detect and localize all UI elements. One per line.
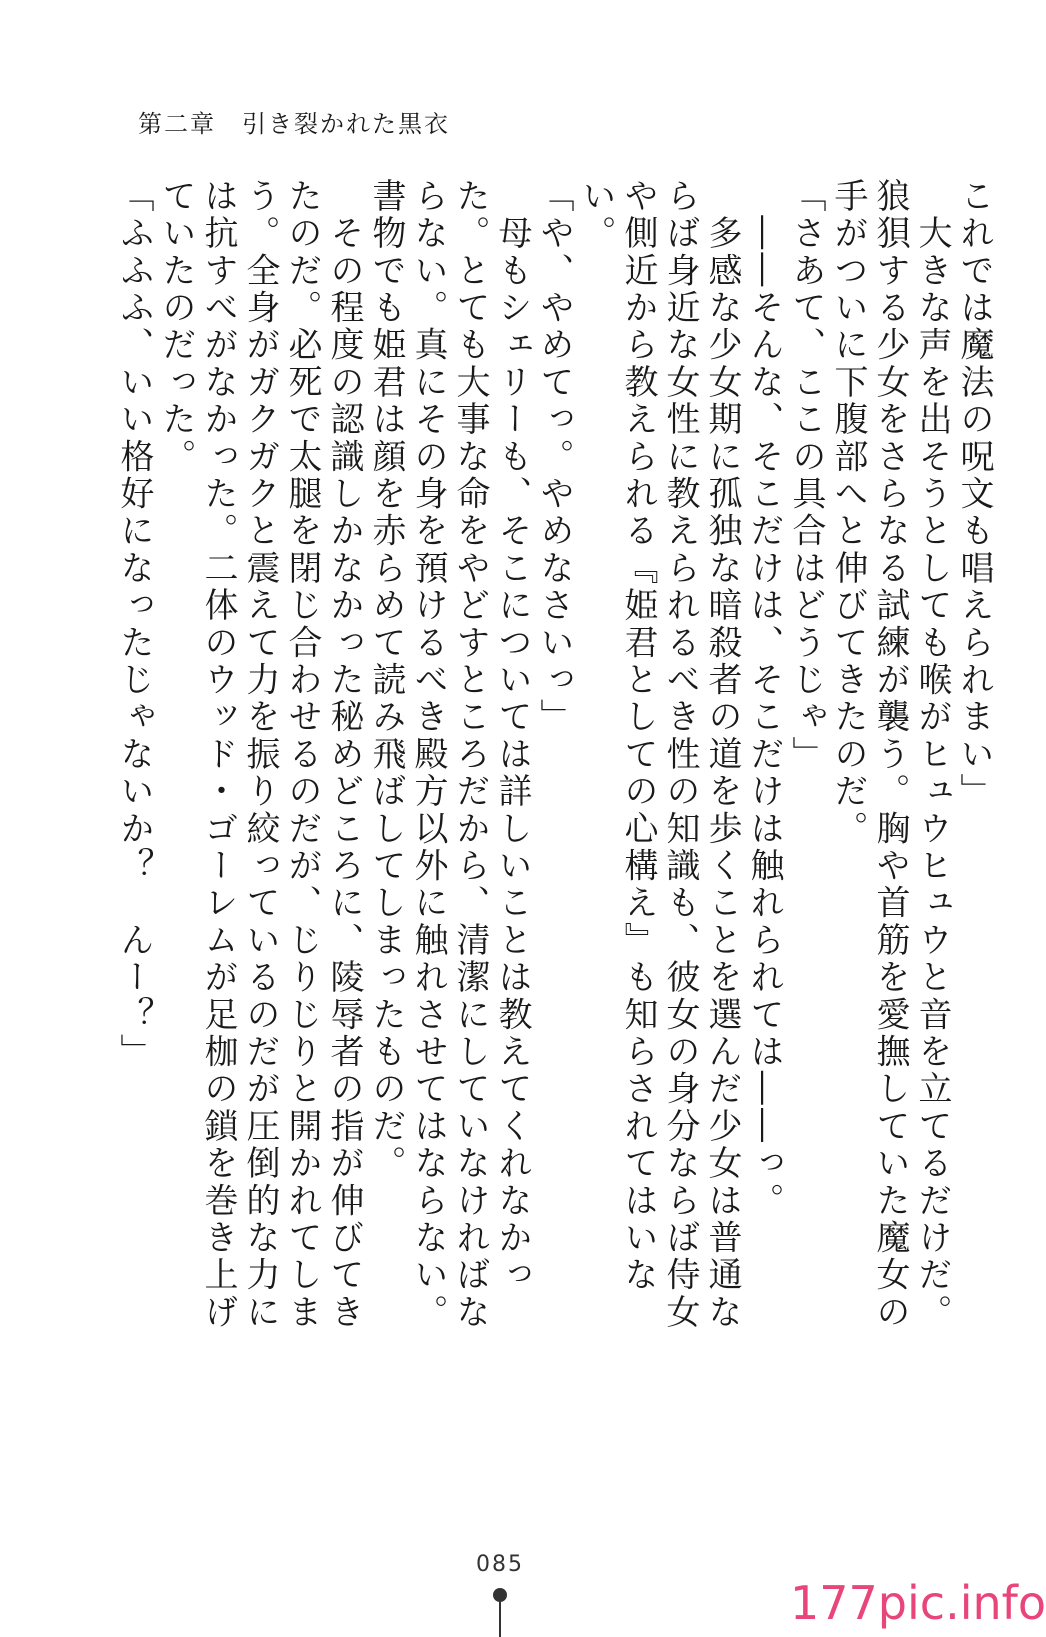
paragraph: 「ふふふ、いい格好になったじゃないか？ んー？」 [114,178,154,1071]
paragraph: 「や、やめてっ。やめなさいっ」 [534,178,574,736]
body-text [114,178,995,1356]
watermark: 177pic.info [790,1576,1046,1630]
page-number: 085 [476,1552,524,1577]
paragraph: 大きな声を出そうとしても喉がヒュウヒュウと音を立てるだけだ。狼狽する少女をさらなる試練が襲う。胸や首筋を愛撫していた魔女の手がついに下腹部へと伸びてきたのだ。 [828,178,952,1332]
page-marker-line [499,1602,501,1637]
paragraph: 「さあて、ここの具合はどうじゃ」 [786,178,826,774]
paragraph: これでは魔法の呪文も唱えられまい」 [954,178,994,811]
paragraph: その程度の認識しかなかった秘めどころに、陵辱者の指が伸びてきたのだ。必死で太腿を閉じ合わせるのだが、じりじりと開かれてしまう。全身がガクガクと震えて力を振り絞っているのだが圧倒的な力には抗すべがなかった。二体のウッド・ゴーレムが足枷の鎖を巻き上げていたのだった。 [156,178,364,1332]
paragraph: ――そんな、そこだけは、そこだけは触れられては――っ。 [744,178,784,1220]
page-marker-dot [493,1588,507,1602]
chapter-header: 第二章 引き裂かれた黒衣 [138,110,450,138]
paragraph: 母もシェリーも、そこについては詳しいことは教えてくれなかった。とても大事な命をやどすところだから、清潔にしていなければならない。真にその身を預けるべき殿方以外に触れさせてはならない。書物でも姫君は顔を赤らめて読み飛ばしてしまったものだ。 [366,178,532,1332]
paragraph: 多感な少女期に孤独な暗殺者の道を歩くことを選んだ少女は普通ならば身近な女性に教えられるべき性の知識も、彼女の身分ならば侍女や側近から教えられる『姫君としての心構え』も知らされてはいない。 [576,178,742,1332]
